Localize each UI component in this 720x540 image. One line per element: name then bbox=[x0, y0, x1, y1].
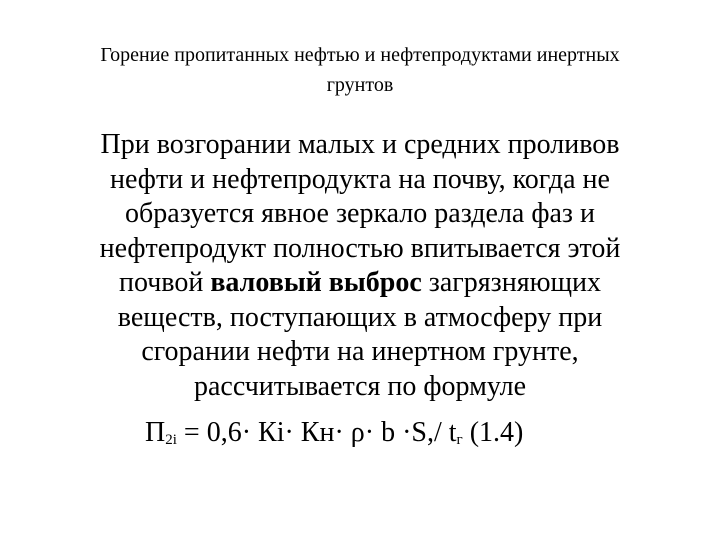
body-line-5-end: загрязняющих bbox=[421, 267, 602, 298]
body-line-1: При возгорании малых и средних проливов bbox=[100, 129, 620, 160]
emphasized-term: валовый выброс bbox=[210, 267, 422, 298]
formula-expression: = 0,6· Кi· Кн· ρ· b ·S,/ t bbox=[176, 417, 457, 448]
body-line-5-start: почвой bbox=[118, 267, 211, 298]
body-paragraph bbox=[40, 128, 680, 404]
formula-t-subscript: г bbox=[456, 432, 463, 448]
body-line-8: рассчитывается по формуле bbox=[193, 370, 527, 402]
formula-symbol-subscript: 2i bbox=[165, 432, 177, 448]
body-line-4: нефтепродукт полностью впитывается этой bbox=[99, 232, 621, 264]
body-line-6: веществ, поступающих в атмосферу при bbox=[117, 301, 603, 333]
formula-symbol: П bbox=[145, 417, 166, 448]
body-line-2: нефти и нефтепродукта на почву, когда не bbox=[110, 163, 610, 195]
body-line-7: сгорании нефти на инертном грунте, bbox=[141, 336, 579, 367]
body-line-3: образуется явное зеркало раздела фаз и bbox=[125, 198, 595, 229]
body-line-5 bbox=[40, 266, 680, 301]
formula-number: (1.4) bbox=[462, 417, 524, 448]
formula bbox=[145, 416, 523, 457]
title-line-1: Горение пропитанных нефтью и нефтепродуктами инертных bbox=[100, 44, 620, 66]
title-line-2: грунтов bbox=[326, 74, 394, 96]
slide-title bbox=[30, 40, 690, 100]
